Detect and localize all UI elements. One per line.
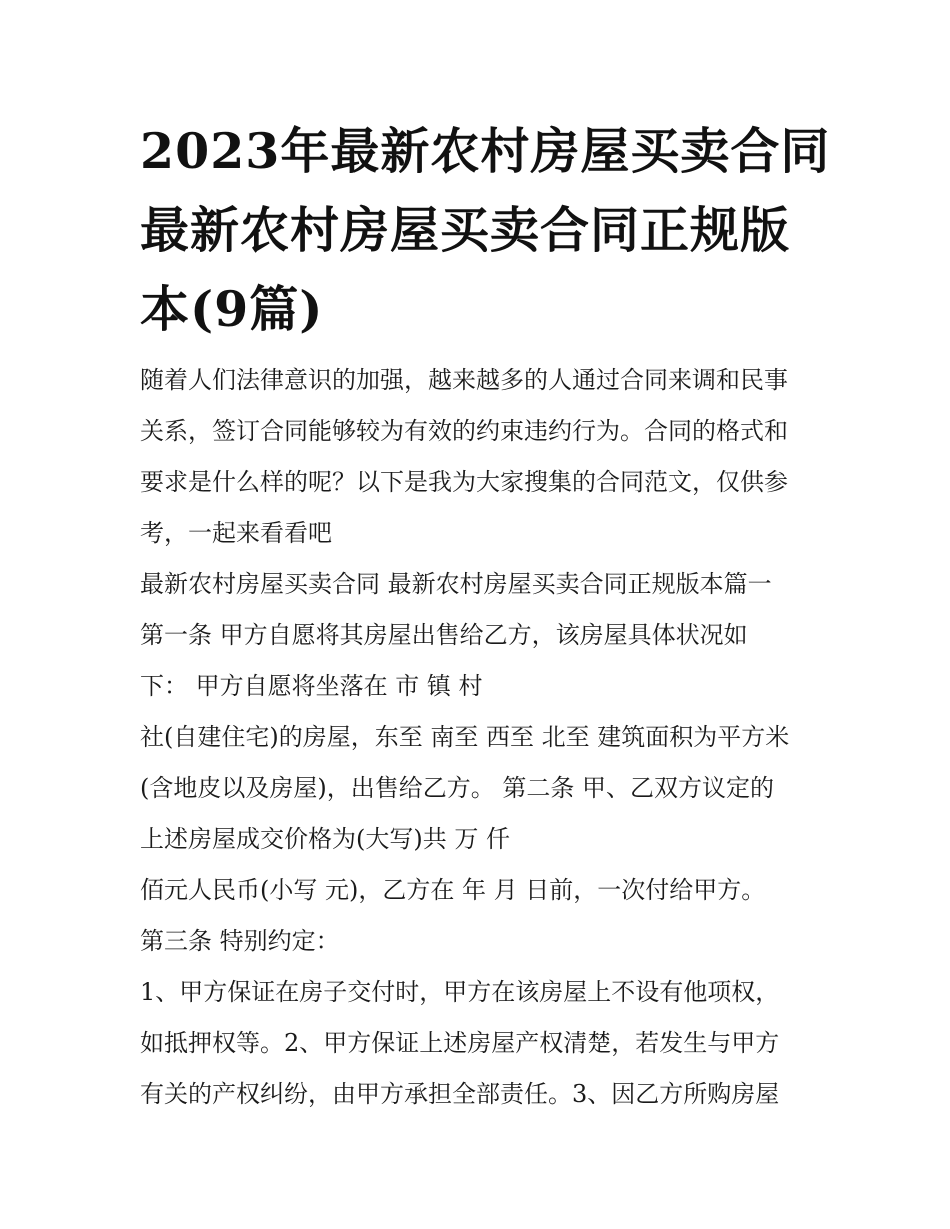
body-line-4: 考，一起来看看吧 xyxy=(140,519,332,547)
body-line-8: 社(自建住宅)的房屋，东至 南至 西至 北至 建筑面积为平方米 xyxy=(140,723,790,751)
body-line-2: 关系，签订合同能够较为有效的约束违约行为。合同的格式和 xyxy=(140,417,788,445)
body-line-6: 第一条 甲方自愿将其房屋出售给乙方，该房屋具体状况如 xyxy=(140,621,748,649)
body-line-9: (含地皮以及房屋)，出售给乙方。 第二条 甲、乙双方议定的 xyxy=(140,774,774,802)
body-line-1: 随着人们法律意识的加强，越来越多的人通过合同来调和民事 xyxy=(140,366,788,394)
body-line-10: 上述房屋成交价格为(大写)共 万 仟 xyxy=(140,825,510,853)
document-body xyxy=(140,355,830,1120)
title-line-3: 本(9篇) xyxy=(140,280,324,338)
body-line-11: 佰元人民币(小写 元)，乙方在 年 月 日前，一次付给甲方。 xyxy=(140,876,766,904)
title-line-2: 最新农村房屋买卖合同正规版 xyxy=(140,201,791,259)
title-line-1: 2023年最新农村房屋买卖合同 xyxy=(140,122,831,180)
document-title xyxy=(140,112,831,349)
body-line-12: 第三条 特别约定： xyxy=(140,927,340,955)
body-line-7: 下： 甲方自愿将坐落在 市 镇 村 xyxy=(140,672,483,700)
body-line-5: 最新农村房屋买卖合同 最新农村房屋买卖合同正规版本篇一 xyxy=(140,570,772,598)
body-line-14: 如抵押权等。2、甲方保证上述房屋产权清楚，若发生与甲方 xyxy=(140,1029,780,1057)
body-line-15: 有关的产权纠纷，由甲方承担全部责任。3、因乙方所购房屋 xyxy=(140,1080,780,1108)
body-line-13: 1、甲方保证在房子交付时，甲方在该房屋上不设有他项权， xyxy=(140,978,780,1006)
body-line-3: 要求是什么样的呢？以下是我为大家搜集的合同范文，仅供参 xyxy=(140,468,788,496)
